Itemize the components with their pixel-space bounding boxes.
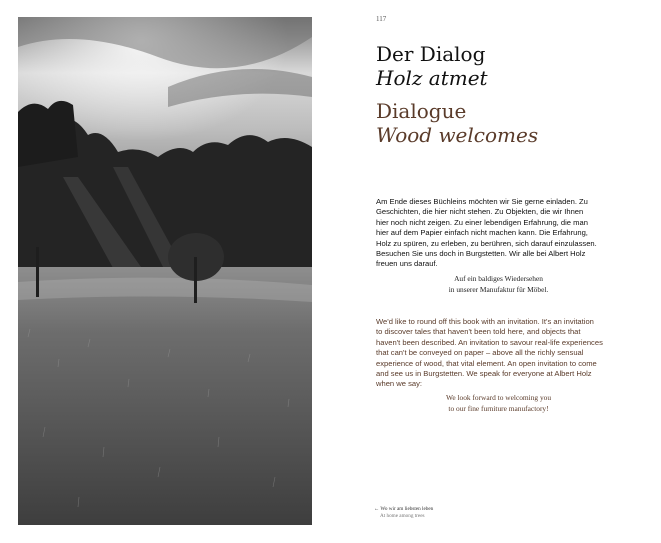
german-closing xyxy=(376,273,621,295)
english-text-line: and see us in Burgstetten. We speak for everyone at Albert Holz xyxy=(376,368,592,378)
english-text-line: to discover tales that haven't been told here, and objects that xyxy=(376,327,581,337)
page-number: 117 xyxy=(376,15,387,23)
german-text-line: Geschichten, die hier nicht stehen. Zu Objekten, die wir Ihnen xyxy=(376,207,584,217)
german-text-line: hier auf dem Papier einfach nicht machen kann. Die Erfahrung, xyxy=(376,228,588,238)
title-german-line1: Der Dialog xyxy=(376,42,486,66)
caption-english: At home among trees xyxy=(380,513,425,519)
title-english-line1: Dialogue xyxy=(376,99,467,123)
caption-german: ← Wo wir am liebsten leben xyxy=(374,506,434,512)
landscape-photo-icon xyxy=(18,17,312,525)
english-closing xyxy=(376,392,621,414)
english-text-line: experience of wood, that vital element. An open invitation to come xyxy=(376,358,597,368)
german-text-line: Besuchen Sie uns doch in Burgstetten. Wir alle bei Albert Holz xyxy=(376,248,586,258)
german-closing-line: Auf ein baldiges Wiedersehen xyxy=(454,274,543,283)
german-text-line: Holz zu spüren, zu erleben, zu berühren, sich darauf einzulassen. xyxy=(376,238,597,248)
german-text-line: hier noch nicht zeigen. Zu einer lebendigen Erfahrung, die man xyxy=(376,217,588,227)
english-text-line: haven't been described. An invitation to savour real-life experiences xyxy=(376,337,603,347)
german-text-line: freuen uns darauf. xyxy=(376,259,438,269)
english-paragraph xyxy=(376,317,621,390)
title-german-line2: Holz atmet xyxy=(376,66,488,90)
english-closing-line: to our fine furniture manufactory! xyxy=(448,404,549,413)
english-closing-line: We look forward to welcoming you xyxy=(445,393,552,402)
german-closing-line: in unserer Manufaktur für Möbel. xyxy=(448,285,549,294)
english-text-line: when we say: xyxy=(376,379,423,389)
german-paragraph xyxy=(376,197,621,270)
german-text-line: Am Ende dieses Büchleins möchten wir Sie gerne einladen. Zu xyxy=(376,197,588,206)
english-text-line: We'd like to round off this book with an invitation. It's an invitation xyxy=(376,317,594,326)
title-english-line2: Wood welcomes xyxy=(376,123,539,147)
english-text-line: that can't be conveyed on paper – above all the richly sensual xyxy=(376,348,584,358)
landscape-photo xyxy=(18,17,312,525)
photo-caption xyxy=(374,506,433,520)
